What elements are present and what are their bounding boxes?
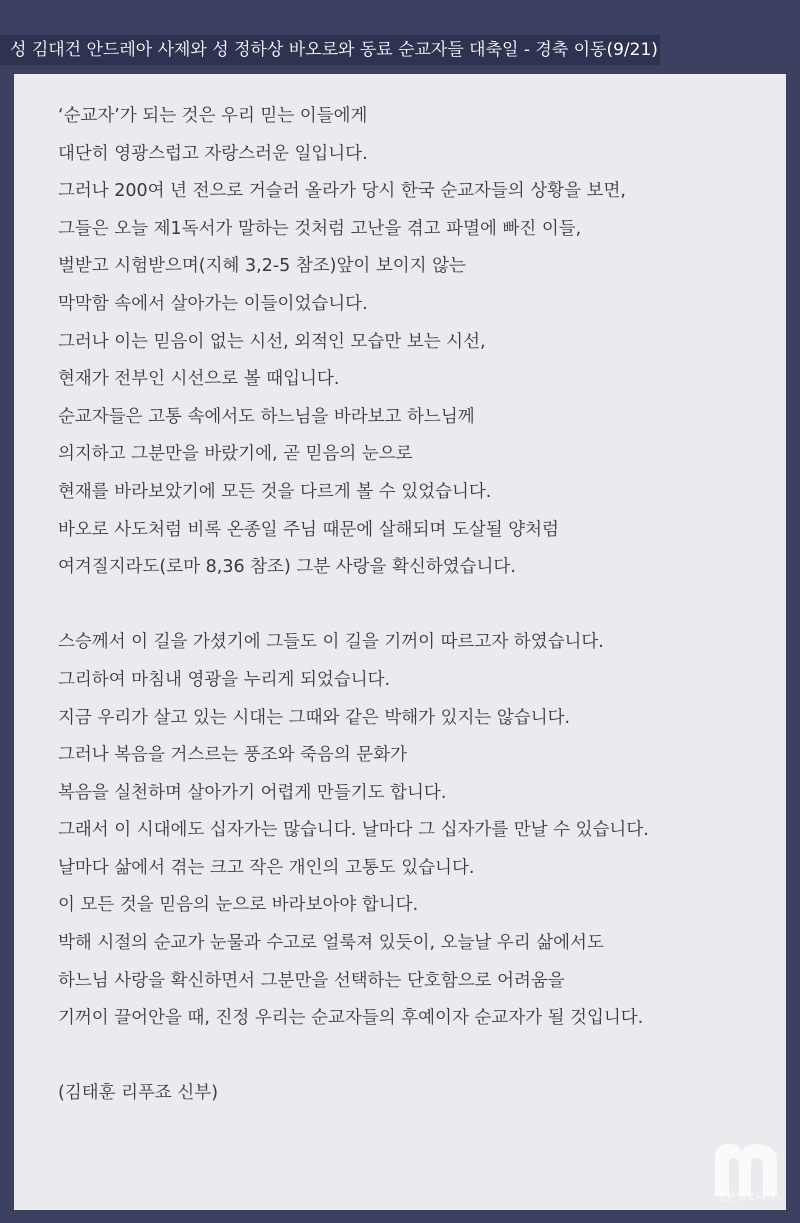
text-line: 현재를 바라보았기에 모든 것을 다르게 볼 수 있었습니다. [58, 481, 492, 502]
text-line: 이 모든 것을 믿음의 눈으로 바라보아야 합니다. [58, 895, 419, 916]
text-line: 바오로 사도처럼 비록 온종일 주님 때문에 살해되며 도살될 양처럼 [58, 519, 559, 540]
author-signature: (김태훈 리푸죠 신부) [58, 1083, 219, 1104]
text-line: 그러나 복음을 거스르는 풍조와 죽음의 문화가 [58, 745, 408, 766]
text-line: 여겨질지라도(로마 8,36 참조) 그분 사랑을 확신하였습니다. [58, 557, 516, 578]
text-line: 그러나 이는 믿음이 없는 시선, 외적인 모습만 보는 시선, [58, 331, 486, 352]
text-line: 막막함 속에서 살아가는 이들이었습니다. [58, 293, 368, 314]
text-line: 대단히 영광스럽고 자랑스러운 일입니다. [58, 143, 368, 164]
text-line: 복음을 실천하며 살아가기 어렵게 만들기도 합니다. [58, 782, 447, 803]
author-watermark [706, 1136, 786, 1206]
text-line: 그리하여 마침내 영광을 누리게 되었습니다. [58, 669, 391, 690]
text-line: 의지하고 그분만을 바랐기에, 곧 믿음의 눈으로 [58, 444, 413, 465]
text-line: ‘순교자’가 되는 것은 우리 믿는 이들에게 [58, 106, 368, 126]
text-line: 스승께서 이 길을 가셨기에 그들도 이 길을 기꺼이 따르고자 하였습니다. [58, 632, 604, 653]
text-line: 그래서 이 시대에도 십자가는 많습니다. 날마다 그 십자가를 만날 수 있습니다. [58, 820, 649, 841]
watermark-label: 김은영모니카 [717, 1192, 775, 1203]
text-line: 날마다 삶에서 겪는 크고 작은 개인의 고통도 있습니다. [58, 857, 475, 878]
text-line: 벌받고 시험받으며(지혜 3,2-5 참조)앞이 보이지 않는 [58, 256, 466, 277]
page-title: 성 김대건 안드레아 사제와 성 정하상 바오로와 동료 순교자들 대축일 - 경축 이동(9/21) [0, 35, 660, 65]
text-line: 현재가 전부인 시선으로 볼 때입니다. [58, 369, 340, 390]
text-line: 박해 시절의 순교가 눈물과 수고로 얼룩져 있듯이, 오늘날 우리 삶에서도 [58, 933, 604, 954]
content-card [14, 74, 786, 1210]
text-line: 기꺼이 끌어안을 때, 진정 우리는 순교자들의 후예이자 순교자가 될 것입니다. [58, 1008, 644, 1029]
reflection-text [58, 98, 770, 1113]
text-line: 그들은 오늘 제1독서가 말하는 것처럼 고난을 겪고 파멸에 빠진 이들, [58, 218, 582, 239]
paragraph-gap [58, 1038, 770, 1076]
text-line: 지금 우리가 살고 있는 시대는 그때와 같은 박해가 있지는 않습니다. [58, 707, 571, 728]
text-line: 순교자들은 고통 속에서도 하느님을 바라보고 하느님께 [58, 406, 475, 427]
text-line: 하느님 사랑을 확신하면서 그분만을 선택하는 단호함으로 어려움을 [58, 970, 565, 991]
text-line: 그러나 200여 년 전으로 거슬러 올라가 당시 한국 순교자들의 상황을 보면, [58, 181, 626, 202]
paragraph-gap [58, 587, 770, 625]
